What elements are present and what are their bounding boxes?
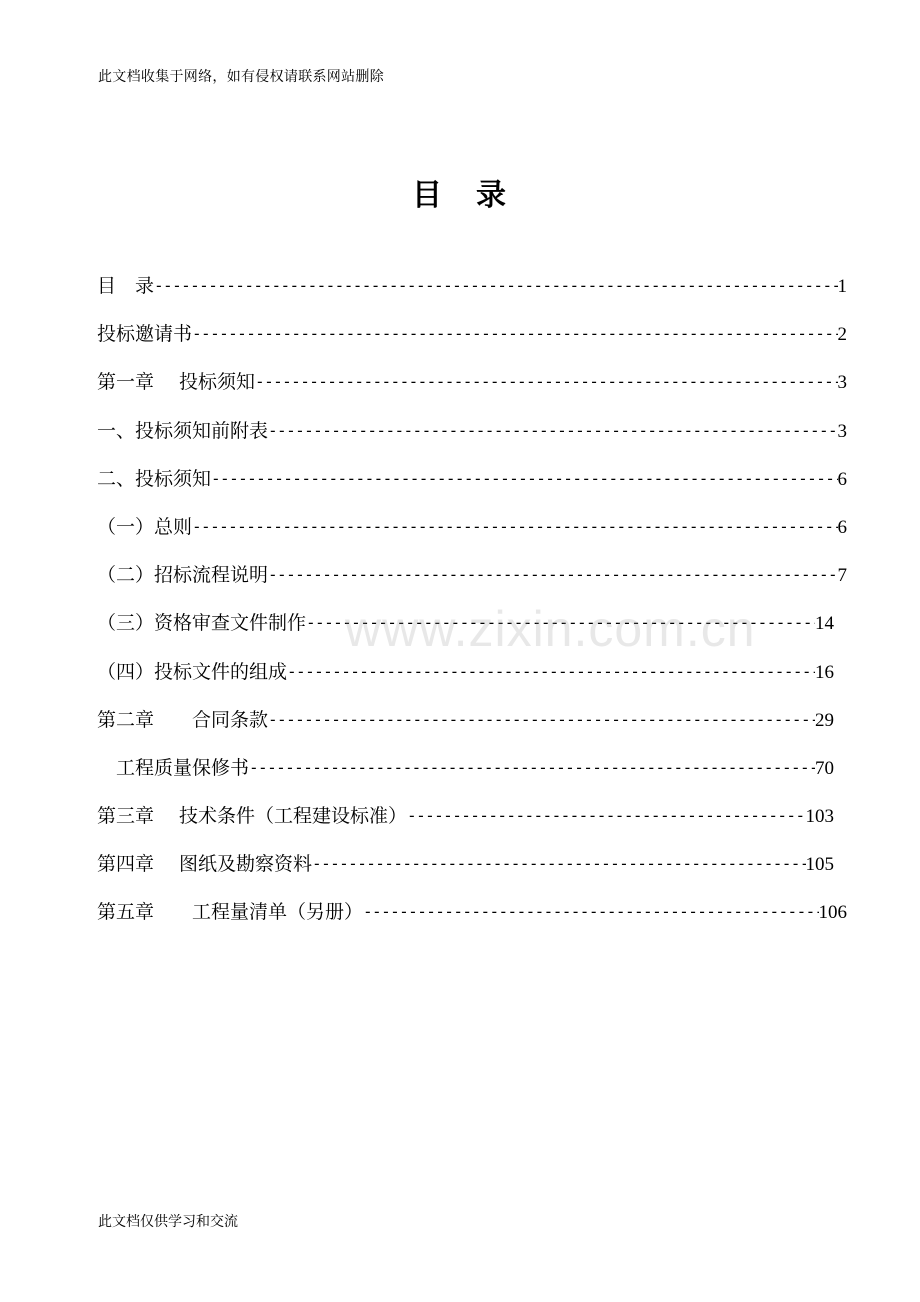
toc-leader <box>192 324 837 343</box>
toc-entry-label: （二）招标流程说明 <box>97 564 269 587</box>
toc-entry-page: 16 <box>815 661 834 683</box>
toc-entry-label: （一）总则 <box>97 515 193 538</box>
toc-leader <box>211 469 837 488</box>
toc-entry-label: 投标邀请书 <box>97 323 193 346</box>
toc-leader <box>407 806 805 825</box>
watermark: www.zixin.com.cn <box>345 601 756 657</box>
toc-entry[interactable] <box>97 271 847 319</box>
toc-entry[interactable] <box>97 705 834 753</box>
toc-entry-label: （三）资格审查文件制作 <box>97 612 307 635</box>
toc-entry-page: 70 <box>815 757 834 779</box>
toc-entry[interactable] <box>97 512 847 560</box>
toc-leader <box>192 517 837 536</box>
toc-entry-page: 2 <box>837 324 847 346</box>
toc-entry-page: 6 <box>837 468 847 490</box>
header-note: 此文档收集于网络，如有侵权请联系网站删除 <box>98 69 384 85</box>
toc-entry-label: 第二章 合同条款 <box>97 708 269 731</box>
toc-entry-page: 29 <box>815 709 834 731</box>
toc-leader <box>255 372 837 391</box>
toc-entry-label: 第三章 技术条件（工程建设标准） <box>97 805 408 828</box>
toc-entry-page: 1 <box>837 276 847 297</box>
page-title: 目 录 <box>412 178 508 213</box>
toc-leader <box>268 421 837 440</box>
toc-entry-page: 3 <box>837 420 847 442</box>
toc-leader <box>287 662 815 681</box>
toc-entry[interactable] <box>97 801 834 849</box>
toc-entry-label: 工程质量保修书 <box>97 756 250 779</box>
toc-entry[interactable] <box>97 753 834 801</box>
toc-entry-page: 105 <box>805 854 834 876</box>
toc-entry[interactable] <box>97 897 847 945</box>
toc-entry-label: （四）投标文件的组成 <box>97 660 288 683</box>
toc-entry-page: 7 <box>837 565 847 587</box>
toc-leader <box>268 710 815 729</box>
toc-entry-label: 二、投标须知 <box>97 467 212 490</box>
toc-entry[interactable] <box>97 319 847 367</box>
toc-entry[interactable] <box>97 367 847 415</box>
toc-leader <box>312 854 805 873</box>
toc-entry-page: 3 <box>837 372 847 394</box>
toc-entry[interactable] <box>97 657 834 705</box>
toc-entry-label: 第四章 图纸及勘察资料 <box>97 853 313 876</box>
toc-entry-label: 第五章 工程量清单（另册） <box>97 901 364 924</box>
toc-leader <box>268 565 837 584</box>
toc-entry-page: 14 <box>815 613 834 635</box>
toc-leader <box>363 902 818 921</box>
toc-entry-page: 6 <box>837 516 847 538</box>
toc-entry[interactable] <box>97 464 847 512</box>
toc-entry-page: 106 <box>818 902 847 924</box>
toc-entry[interactable] <box>97 849 834 897</box>
toc-entry-label: 第一章 投标须知 <box>97 371 256 394</box>
footer-note: 此文档仅供学习和交流 <box>98 1214 238 1230</box>
toc-entry-label: 一、投标须知前附表 <box>97 419 269 442</box>
toc-entry-page: 103 <box>805 806 834 828</box>
toc-entry-label: 目 录 <box>97 275 155 297</box>
toc-leader <box>249 758 815 777</box>
toc-leader <box>154 276 837 295</box>
toc-entry[interactable] <box>97 416 847 464</box>
